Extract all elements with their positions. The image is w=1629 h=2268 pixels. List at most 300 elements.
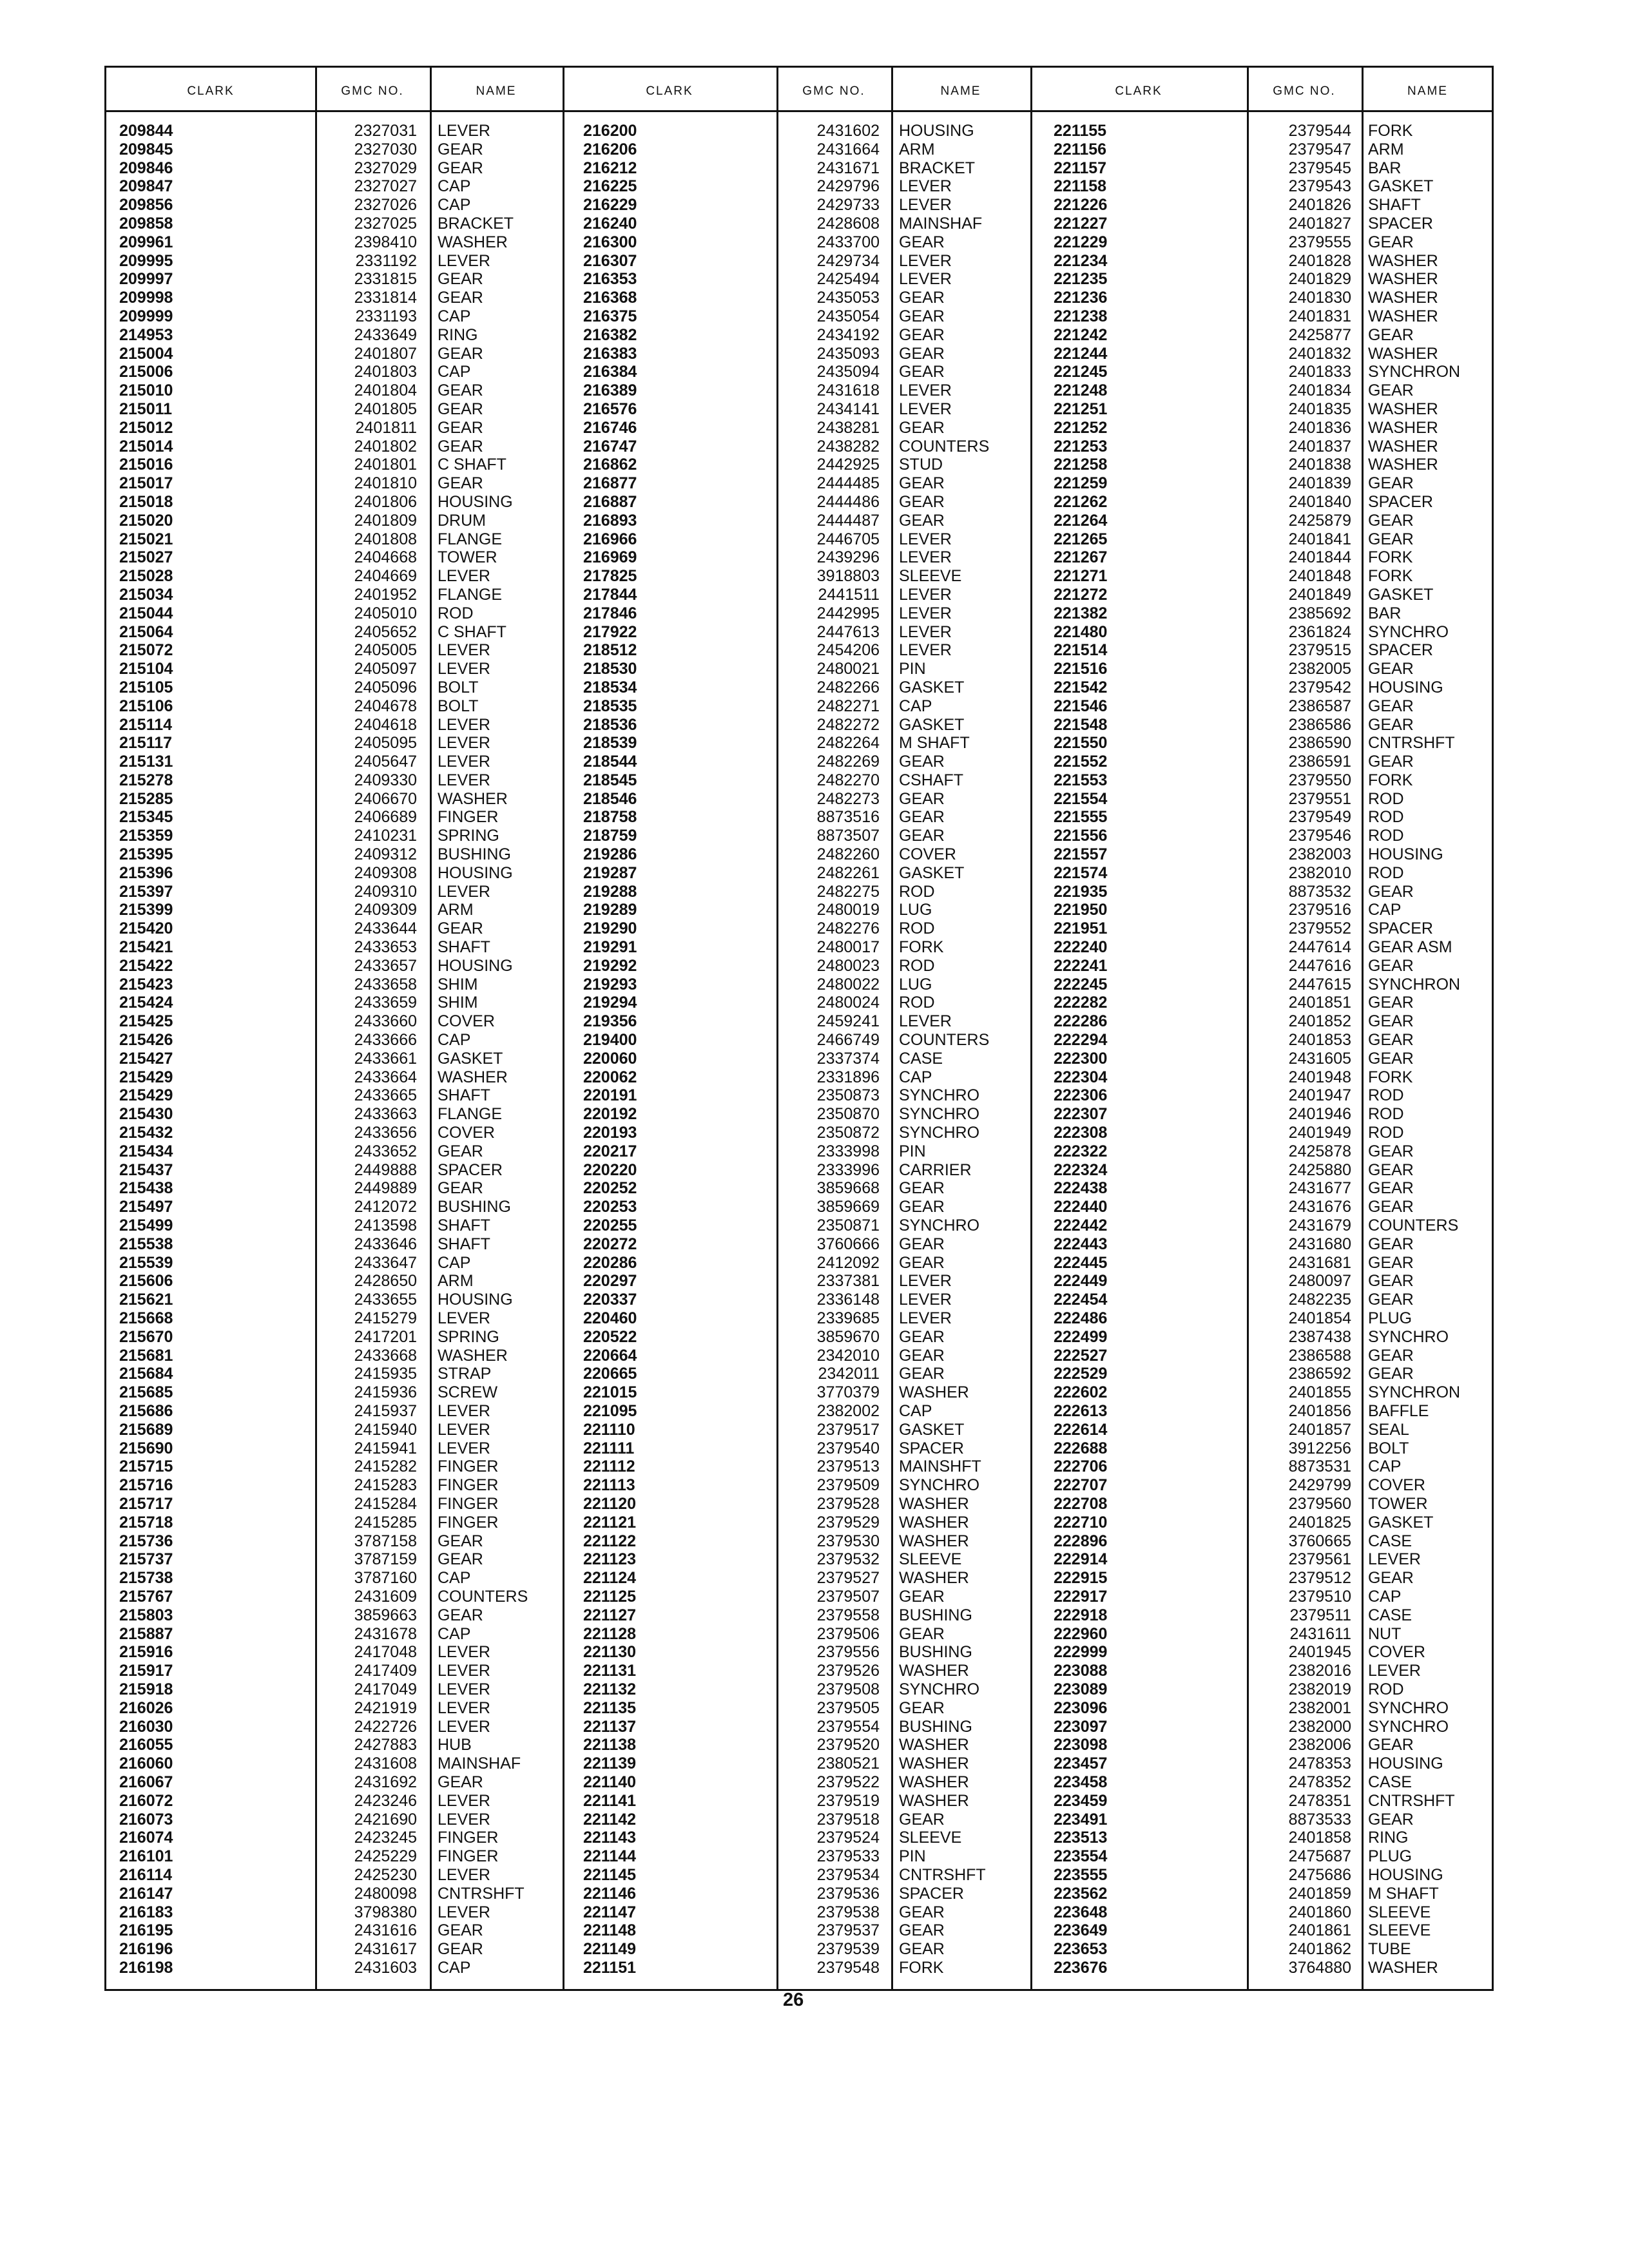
clark-cell: 223459 — [1054, 1791, 1108, 1810]
name-cell: CAP — [899, 697, 932, 715]
clark-cell: 220252 — [583, 1179, 637, 1198]
clark-cell: 215916 — [119, 1643, 173, 1662]
name-cell: BAR — [1368, 159, 1402, 177]
gmc-cell: 2438282 — [816, 437, 880, 456]
gmc-cell: 3760666 — [816, 1235, 880, 1253]
name-cell: WASHER — [899, 1754, 969, 1773]
gmc-cell: 2415937 — [354, 1401, 417, 1420]
name-cell: WASHER — [438, 1346, 508, 1365]
clark-cell: 222688 — [1054, 1439, 1108, 1457]
gmc-cell: 2379560 — [1288, 1494, 1351, 1513]
gmc-cell: 2441511 — [818, 585, 880, 604]
name-cell: CASE — [1368, 1532, 1412, 1550]
clark-cell: 215006 — [119, 363, 173, 381]
name-cell: BUSHING — [899, 1606, 972, 1624]
gmc-cell: 2412092 — [816, 1253, 880, 1272]
clark-cell: 216887 — [583, 492, 637, 511]
name-list-2 — [899, 122, 989, 1977]
gmc-cell: 2433653 — [354, 938, 417, 957]
gmc-cell: 2433644 — [354, 919, 417, 938]
clark-cell: 222300 — [1054, 1049, 1108, 1068]
name-cell: LEVER — [438, 1309, 490, 1327]
clark-cell: 220217 — [583, 1142, 637, 1160]
gmc-cell: 2415285 — [354, 1513, 417, 1532]
gmc-cell: 2482235 — [1288, 1291, 1351, 1309]
clark-cell: 217846 — [583, 604, 637, 622]
gmc-cell: 2433646 — [354, 1235, 417, 1253]
name-cell: GEAR — [438, 381, 483, 400]
name-cell: GEAR — [899, 1940, 945, 1959]
clark-cell: 222918 — [1054, 1606, 1108, 1624]
name-cell: LEVER — [899, 251, 952, 270]
name-cell: CASE — [899, 1049, 943, 1068]
name-cell: SYNCHRON — [1368, 1383, 1461, 1402]
name-cell: CNTRSHFT — [1368, 734, 1455, 753]
gmc-cell: 2421919 — [354, 1698, 417, 1717]
name-cell: WASHER — [899, 1513, 969, 1532]
gmc-cell: 2339685 — [816, 1309, 880, 1327]
name-cell: WASHER — [899, 1532, 969, 1550]
name-cell: WASHER — [899, 1383, 969, 1402]
clark-cell: 222307 — [1054, 1105, 1108, 1124]
name-cell: SPACER — [899, 1439, 964, 1457]
name-cell: HOUSING — [1368, 1865, 1443, 1884]
clark-cell: 221546 — [1054, 697, 1108, 715]
gmc-cell: 2342010 — [816, 1346, 880, 1365]
name-cell: ROD — [1368, 1680, 1404, 1698]
name-cell: BUSHING — [438, 1198, 511, 1216]
name-cell: LEVER — [899, 1272, 952, 1291]
clark-cell: 215737 — [119, 1550, 173, 1569]
name-cell: C SHAFT — [438, 456, 506, 474]
name-cell: LEVER — [899, 1291, 952, 1309]
gmc-cell: 2431611 — [1289, 1624, 1351, 1643]
name-cell: GEAR — [1368, 1049, 1414, 1068]
gmc-cell: 2350873 — [816, 1086, 880, 1105]
gmc-cell: 2433661 — [354, 1049, 417, 1068]
name-cell: LEVER — [438, 1865, 490, 1884]
gmc-cell: 2379524 — [816, 1829, 880, 1847]
clark-cell: 215668 — [119, 1309, 173, 1327]
name-cell: GEAR — [438, 437, 483, 456]
gmc-cell: 2327029 — [354, 159, 417, 177]
name-cell: GASKET — [899, 715, 965, 734]
gmc-cell: 2423245 — [354, 1829, 417, 1847]
gmc-cell: 2405096 — [354, 678, 417, 697]
gmc-cell: 2379530 — [816, 1532, 880, 1550]
clark-cell: 215499 — [119, 1216, 173, 1235]
clark-cell: 222324 — [1054, 1160, 1108, 1179]
gmc-cell: 2429799 — [1288, 1476, 1351, 1495]
gmc-cell: 2401853 — [1288, 1031, 1351, 1050]
name-cell: COVER — [1368, 1643, 1425, 1662]
name-cell: SPRING — [438, 1327, 499, 1346]
gmc-cell: 2401858 — [1288, 1829, 1351, 1847]
clark-cell: 221226 — [1054, 196, 1108, 215]
gmc-cell: 2482264 — [816, 734, 880, 753]
name-cell: LEVER — [438, 122, 490, 140]
clark-cell: 221112 — [583, 1457, 635, 1476]
name-cell: SCREW — [438, 1383, 498, 1402]
clark-cell: 215131 — [119, 753, 173, 771]
gmc-cell: 2442925 — [816, 456, 880, 474]
clark-cell: 215425 — [119, 1012, 173, 1031]
name-cell: ARM — [438, 1272, 474, 1291]
name-cell: GEAR — [899, 325, 945, 344]
clark-cell: 221148 — [583, 1921, 637, 1940]
clark-cell: 221548 — [1054, 715, 1108, 734]
name-cell: SYNCHRON — [1368, 363, 1461, 381]
gmc-cell: 2415283 — [354, 1476, 417, 1495]
gmc-cell: 2435054 — [816, 307, 880, 325]
clark-cell: 215715 — [119, 1457, 173, 1476]
gmc-cell: 2336148 — [816, 1291, 880, 1309]
gmc-cell: 2482275 — [816, 882, 880, 901]
name-cell: FORK — [1368, 567, 1413, 586]
gmc-cell: 2401840 — [1288, 492, 1351, 511]
name-cell: MAINSHAF — [899, 214, 983, 233]
clark-cell: 216073 — [119, 1810, 173, 1829]
gmc-cell: 8873531 — [1288, 1457, 1351, 1476]
gmc-cell: 2413598 — [354, 1216, 417, 1235]
clark-list-3 — [1054, 122, 1107, 1977]
name-cell: GEAR — [438, 474, 483, 493]
clark-cell: 222710 — [1054, 1513, 1108, 1532]
clark-cell: 215917 — [119, 1662, 173, 1680]
gmc-cell: 2410231 — [354, 827, 417, 845]
gmc-list-3 — [1247, 122, 1351, 1977]
gmc-cell: 2433647 — [354, 1253, 417, 1272]
clark-cell: 221125 — [583, 1587, 637, 1606]
clark-cell: 215686 — [119, 1401, 173, 1420]
clark-cell: 216300 — [583, 233, 637, 251]
name-cell: SPACER — [438, 1160, 503, 1179]
clark-cell: 222708 — [1054, 1494, 1108, 1513]
gmc-cell: 2401806 — [354, 492, 417, 511]
clark-cell: 215010 — [119, 381, 173, 400]
clark-cell: 221145 — [583, 1865, 637, 1884]
clark-cell: 222443 — [1054, 1235, 1108, 1253]
gmc-cell: 2379511 — [1289, 1606, 1351, 1624]
clark-cell: 215021 — [119, 530, 173, 548]
clark-cell: 221235 — [1054, 270, 1108, 289]
clark-cell: 215028 — [119, 567, 173, 586]
clark-cell: 216229 — [583, 196, 637, 215]
clark-cell: 215420 — [119, 919, 173, 938]
clark-cell: 223653 — [1054, 1940, 1108, 1959]
name-cell: CNTRSHFT — [899, 1865, 986, 1884]
gmc-cell: 2438281 — [816, 418, 880, 437]
gmc-cell: 2379554 — [816, 1717, 880, 1736]
gmc-cell: 2429796 — [816, 177, 880, 196]
gmc-cell: 2379539 — [816, 1940, 880, 1959]
clark-cell: 219286 — [583, 845, 637, 864]
name-header-3: NAME — [1407, 84, 1448, 98]
gmc-cell: 2401837 — [1288, 437, 1351, 456]
clark-cell: 209845 — [119, 140, 173, 159]
clark-cell: 215736 — [119, 1532, 173, 1550]
name-cell: GEAR — [899, 789, 945, 808]
name-cell: GEAR — [899, 233, 945, 251]
name-cell: LEVER — [438, 1717, 490, 1736]
gmc-cell: 2433660 — [354, 1012, 417, 1031]
name-cell: GEAR — [899, 1198, 945, 1216]
clark-cell: 221149 — [583, 1940, 637, 1959]
clark-cell: 215429 — [119, 1068, 173, 1086]
gmc-cell: 2401803 — [354, 363, 417, 381]
gmc-cell: 2415936 — [354, 1383, 417, 1402]
gmc-cell: 2382019 — [1288, 1680, 1351, 1698]
clark-cell: 215429 — [119, 1086, 173, 1105]
clark-cell: 215397 — [119, 882, 173, 901]
clark-cell: 215497 — [119, 1198, 173, 1216]
name-cell: BUSHING — [438, 845, 511, 864]
name-cell: BUSHING — [899, 1717, 972, 1736]
clark-cell: 222486 — [1054, 1309, 1108, 1327]
gmc-cell: 2382003 — [1288, 845, 1351, 864]
clark-cell: 215422 — [119, 956, 173, 975]
clark-cell: 219290 — [583, 919, 637, 938]
gmc-cell: 2379537 — [816, 1921, 880, 1940]
gmc-cell: 3787159 — [354, 1550, 417, 1569]
gmc-cell: 2429734 — [816, 251, 880, 270]
name-cell: WASHER — [1368, 307, 1438, 325]
name-cell: GEAR — [1368, 474, 1414, 493]
name-cell: GEAR — [899, 344, 945, 363]
gmc-cell: 2379547 — [1288, 140, 1351, 159]
gmc-cell: 2401810 — [354, 474, 417, 493]
gmc-cell: 2409312 — [354, 845, 417, 864]
name-cell: SYNCHRO — [899, 1086, 980, 1105]
clark-cell: 223088 — [1054, 1662, 1108, 1680]
name-cell: GEAR — [438, 1142, 483, 1160]
name-cell: COUNTERS — [899, 437, 990, 456]
clark-cell: 221264 — [1054, 511, 1108, 530]
clark-cell: 209995 — [119, 251, 173, 270]
clark-cell: 221251 — [1054, 399, 1108, 418]
gmc-cell: 2409330 — [354, 771, 417, 789]
gmc-cell: 2385692 — [1288, 604, 1351, 622]
name-list-3 — [1368, 122, 1460, 1977]
name-cell: TOWER — [438, 548, 497, 567]
clark-cell: 216225 — [583, 177, 637, 196]
name-cell: WASHER — [1368, 289, 1438, 307]
name-cell: CAP — [438, 177, 471, 196]
gmc-cell: 2444486 — [816, 492, 880, 511]
clark-cell: 219289 — [583, 901, 637, 919]
clark-cell: 219288 — [583, 882, 637, 901]
name-cell: SYNCHRO — [899, 1680, 980, 1698]
gmc-cell: 2435053 — [816, 289, 880, 307]
name-cell: BAR — [1368, 604, 1402, 622]
clark-cell: 221124 — [583, 1569, 637, 1588]
gmc-cell: 2337381 — [816, 1272, 880, 1291]
clark-cell: 215423 — [119, 975, 173, 994]
clark-cell: 215072 — [119, 641, 173, 660]
clark-cell: 215105 — [119, 678, 173, 697]
gmc-cell: 2379551 — [1288, 789, 1351, 808]
gmc-cell: 2379515 — [1288, 641, 1351, 660]
name-cell: LUG — [899, 901, 932, 919]
name-cell: GEAR — [1368, 1569, 1414, 1588]
name-cell: GEAR — [438, 919, 483, 938]
clark-cell: 221229 — [1054, 233, 1108, 251]
name-cell: LEVER — [899, 530, 952, 548]
clark-list-2 — [583, 122, 637, 1977]
gmc-cell: 2433655 — [354, 1291, 417, 1309]
gmc-cell: 2480021 — [816, 660, 880, 678]
clark-cell: 222960 — [1054, 1624, 1108, 1643]
gmc-cell: 2431617 — [354, 1940, 417, 1959]
clark-cell: 218545 — [583, 771, 637, 789]
clark-cell: 223555 — [1054, 1865, 1108, 1884]
name-cell: ROD — [1368, 827, 1404, 845]
gmc-cell: 2401856 — [1288, 1401, 1351, 1420]
gmc-cell: 2350871 — [816, 1216, 880, 1235]
gmc-cell: 2382005 — [1288, 660, 1351, 678]
clark-cell: 221516 — [1054, 660, 1108, 678]
gmc-cell: 2431692 — [354, 1773, 417, 1791]
name-cell: SPACER — [1368, 214, 1433, 233]
name-cell: CSHAFT — [899, 771, 963, 789]
gmc-cell: 2406689 — [354, 808, 417, 827]
gmc-cell: 2425879 — [1288, 511, 1351, 530]
gmc-cell: 2480024 — [816, 994, 880, 1012]
name-cell: M SHAFT — [1368, 1884, 1439, 1903]
gmc-cell: 2401838 — [1288, 456, 1351, 474]
gmc-cell: 2412072 — [354, 1198, 417, 1216]
clark-cell: 221238 — [1054, 307, 1108, 325]
clark-cell: 223098 — [1054, 1736, 1108, 1754]
clark-cell: 218535 — [583, 697, 637, 715]
name-cell: GEAR — [899, 289, 945, 307]
gmc-cell: 2482276 — [816, 919, 880, 938]
name-cell: CARRIER — [899, 1160, 972, 1179]
name-cell: HOUSING — [438, 956, 513, 975]
gmc-cell: 2333996 — [816, 1160, 880, 1179]
clark-cell: 216060 — [119, 1754, 173, 1773]
name-cell: WASHER — [438, 233, 508, 251]
gmc-cell: 2382016 — [1288, 1662, 1351, 1680]
gmc-cell: 2405005 — [354, 641, 417, 660]
name-cell: GASKET — [1368, 585, 1434, 604]
gmc-cell: 2404668 — [354, 548, 417, 567]
name-cell: SHAFT — [438, 1086, 490, 1105]
gmc-cell: 8873533 — [1288, 1810, 1351, 1829]
gmc-cell: 2415284 — [354, 1494, 417, 1513]
name-cell: PIN — [899, 1847, 926, 1866]
name-cell: ROD — [899, 994, 935, 1012]
clark-cell: 219293 — [583, 975, 637, 994]
gmc-cell: 2428608 — [816, 214, 880, 233]
gmc-cell: 2480098 — [354, 1884, 417, 1903]
clark-cell: 221142 — [583, 1810, 637, 1829]
clark-cell: 221227 — [1054, 214, 1108, 233]
clark-cell: 222449 — [1054, 1272, 1108, 1291]
clark-header-2: CLARK — [646, 84, 693, 98]
gmc-cell: 2423246 — [354, 1791, 417, 1810]
name-cell: SYNCHRO — [1368, 1717, 1449, 1736]
name-cell: FORK — [1368, 122, 1413, 140]
name-cell: PLUG — [1368, 1847, 1412, 1866]
gmc-cell: 2482266 — [816, 678, 880, 697]
clark-cell: 215918 — [119, 1680, 173, 1698]
gmc-cell: 2433668 — [354, 1346, 417, 1365]
gmc-cell: 2431603 — [354, 1958, 417, 1977]
name-cell: SYNCHRO — [899, 1105, 980, 1124]
clark-cell: 221146 — [583, 1884, 637, 1903]
name-cell: CAP — [438, 1031, 471, 1050]
name-cell: CAP — [1368, 1587, 1402, 1606]
name-cell: LEVER — [1368, 1662, 1421, 1680]
name-cell: SPACER — [1368, 492, 1433, 511]
gmc-cell: 2379518 — [816, 1810, 880, 1829]
clark-cell: 216072 — [119, 1791, 173, 1810]
name-cell: GEAR — [899, 1624, 945, 1643]
clark-cell: 215738 — [119, 1569, 173, 1588]
clark-cell: 221248 — [1054, 381, 1108, 400]
gmc-cell: 2401844 — [1288, 548, 1351, 567]
name-cell: GASKET — [899, 863, 965, 882]
name-cell: SLEEVE — [899, 1829, 962, 1847]
name-cell: GEAR — [899, 307, 945, 325]
clark-cell: 222529 — [1054, 1365, 1108, 1383]
clark-cell: 215011 — [119, 399, 173, 418]
gmc-cell: 2401948 — [1288, 1068, 1351, 1086]
name-cell: GEAR — [899, 418, 945, 437]
gmc-cell: 2401828 — [1288, 251, 1351, 270]
name-cell: GEAR — [1368, 660, 1414, 678]
name-cell: CAP — [438, 307, 471, 325]
clark-cell: 216747 — [583, 437, 637, 456]
name-cell: NUT — [1368, 1624, 1402, 1643]
name-cell: LEVER — [438, 567, 490, 586]
name-cell: GEAR — [899, 1327, 945, 1346]
gmc-cell: 2480022 — [816, 975, 880, 994]
clark-cell: 222286 — [1054, 1012, 1108, 1031]
name-cell: CAP — [438, 1253, 471, 1272]
gmc-cell: 2405647 — [354, 753, 417, 771]
clark-cell: 220522 — [583, 1327, 637, 1346]
gmc-cell: 2434192 — [816, 325, 880, 344]
name-cell: FINGER — [438, 1513, 499, 1532]
gmc-cell: 2401826 — [1288, 196, 1351, 215]
clark-cell: 221132 — [583, 1680, 637, 1698]
name-cell: FORK — [1368, 771, 1413, 789]
gmc-cell: 8873507 — [816, 827, 880, 845]
name-cell: GEAR — [1368, 1235, 1414, 1253]
name-cell: CAP — [899, 1068, 932, 1086]
name-cell: FINGER — [438, 1847, 499, 1866]
name-cell: ROD — [1368, 1124, 1404, 1142]
clark-cell: 216384 — [583, 363, 637, 381]
gmc-cell: 2379561 — [1288, 1550, 1351, 1569]
gmc-cell: 2431602 — [816, 122, 880, 140]
name-cell: GEAR — [1368, 1179, 1414, 1198]
gmc-cell: 8873532 — [1288, 882, 1351, 901]
clark-cell: 221542 — [1054, 678, 1108, 697]
name-cell: GEAR — [438, 140, 483, 159]
name-cell: HOUSING — [1368, 678, 1443, 697]
clark-cell: 222527 — [1054, 1346, 1108, 1365]
clark-cell: 215716 — [119, 1476, 173, 1495]
clark-cell: 216382 — [583, 325, 637, 344]
clark-cell: 215803 — [119, 1606, 173, 1624]
gmc-cell: 2429733 — [816, 196, 880, 215]
clark-cell: 218530 — [583, 660, 637, 678]
clark-cell: 221253 — [1054, 437, 1108, 456]
gmc-cell: 3787158 — [354, 1532, 417, 1550]
